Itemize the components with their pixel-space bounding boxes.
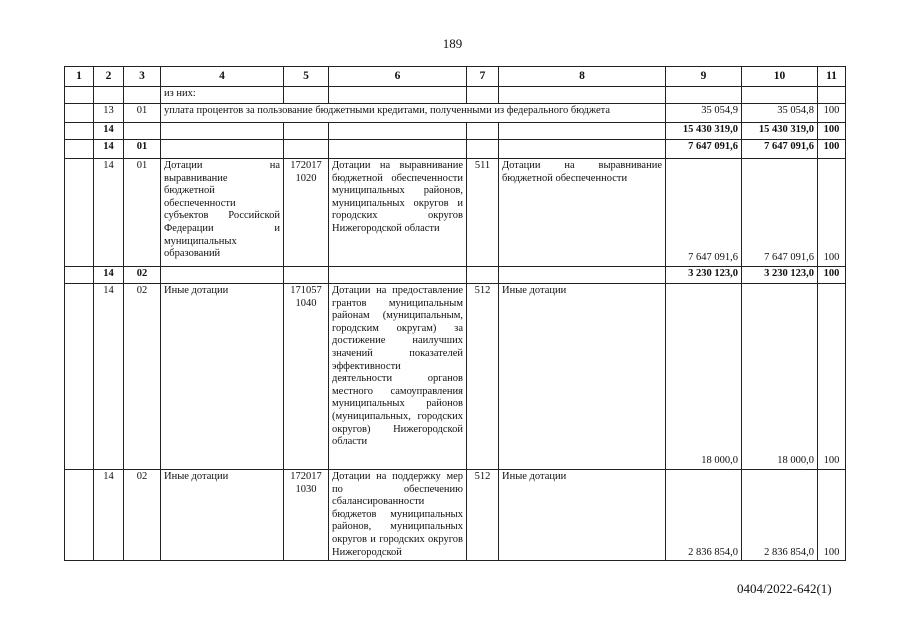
- cell: [467, 140, 499, 159]
- document-code: 0404/2022-642(1): [737, 581, 832, 596]
- cell-code: 512: [467, 284, 499, 470]
- cell: [124, 123, 161, 140]
- cell: [161, 267, 284, 284]
- cell: 14: [94, 159, 124, 267]
- cell: [499, 123, 666, 140]
- cell-code: 512: [467, 470, 499, 561]
- header-cell: 2: [94, 67, 124, 87]
- cell-description: Дотации на выравнивание бюджетной обеспеченности субъектов Российской Федерации и муниципальных образований: [161, 159, 284, 267]
- header-cell: 11: [818, 67, 846, 87]
- table-row: [65, 284, 846, 470]
- table-row: [65, 87, 846, 104]
- cell: [124, 87, 161, 104]
- cell-percent: 100: [818, 140, 846, 159]
- cell-code: 171057 1040: [284, 284, 329, 470]
- cell-amount: 7 647 091,6: [742, 159, 818, 267]
- cell: [329, 267, 467, 284]
- cell-amount: 3 230 123,0: [666, 267, 742, 284]
- table-row: [65, 123, 846, 140]
- cell: [65, 140, 94, 159]
- header-cell: 10: [742, 67, 818, 87]
- cell: [467, 87, 499, 104]
- cell-amount: 2 836 854,0: [666, 470, 742, 561]
- cell: [329, 140, 467, 159]
- header-cell: 7: [467, 67, 499, 87]
- header-cell: 4: [161, 67, 284, 87]
- cell-amount: 7 647 091,6: [666, 159, 742, 267]
- header-cell: 9: [666, 67, 742, 87]
- cell: [65, 123, 94, 140]
- cell: [65, 470, 94, 561]
- cell: [65, 104, 94, 123]
- cell-code: 172017 1030: [284, 470, 329, 561]
- cell: [742, 87, 818, 104]
- cell: [284, 87, 329, 104]
- cell-percent: 100: [818, 284, 846, 470]
- cell: 14: [94, 123, 124, 140]
- cell-amount: 18 000,0: [742, 284, 818, 470]
- table-row: [65, 159, 846, 267]
- cell-amount: 2 836 854,0: [742, 470, 818, 561]
- cell-description: Иные дотации: [161, 284, 284, 470]
- header-cell: 1: [65, 67, 94, 87]
- cell-description: Дотации на поддержку мер по обеспечению сбалансированности бюджетов муниципальных районов, муниципальных округов и городских округов Нижегородской: [329, 470, 467, 561]
- cell: [284, 123, 329, 140]
- header-cell: 3: [124, 67, 161, 87]
- header-cell: 8: [499, 67, 666, 87]
- table-row: [65, 470, 846, 561]
- cell: [499, 87, 666, 104]
- cell-amount: 3 230 123,0: [742, 267, 818, 284]
- cell-percent: 100: [818, 267, 846, 284]
- cell: 14: [94, 470, 124, 561]
- cell: 13: [94, 104, 124, 123]
- cell-amount: 15 430 319,0: [666, 123, 742, 140]
- cell-code: 511: [467, 159, 499, 267]
- cell: [499, 140, 666, 159]
- cell: [65, 159, 94, 267]
- cell-amount: 35 054,8: [742, 104, 818, 123]
- cell-amount: 18 000,0: [666, 284, 742, 470]
- cell: [161, 123, 284, 140]
- cell-amount: 7 647 091,6: [666, 140, 742, 159]
- cell-amount: 7 647 091,6: [742, 140, 818, 159]
- cell: 02: [124, 284, 161, 470]
- cell: [329, 87, 467, 104]
- cell: 14: [94, 267, 124, 284]
- cell: [284, 140, 329, 159]
- cell-description: Иные дотации: [499, 470, 666, 561]
- table-row: [65, 267, 846, 284]
- cell: 14: [94, 284, 124, 470]
- cell: 02: [124, 470, 161, 561]
- cell: [94, 87, 124, 104]
- cell-description: Дотации на выравнивание бюджетной обеспеченности: [499, 159, 666, 267]
- cell: [467, 123, 499, 140]
- cell: [65, 267, 94, 284]
- cell: [284, 267, 329, 284]
- cell-code: 172017 1020: [284, 159, 329, 267]
- cell: 02: [124, 267, 161, 284]
- budget-table: [64, 66, 846, 561]
- cell-description: Дотации на выравнивание бюджетной обеспеченности муниципальных районов, муниципальных округов и городских округов Нижегородской области: [329, 159, 467, 267]
- cell-percent: 100: [818, 104, 846, 123]
- cell: 01: [124, 104, 161, 123]
- cell: [65, 284, 94, 470]
- cell: [161, 140, 284, 159]
- cell: [818, 87, 846, 104]
- cell-percent: 100: [818, 470, 846, 561]
- cell: 01: [124, 140, 161, 159]
- table-row: [65, 104, 846, 123]
- cell: 01: [124, 159, 161, 267]
- cell: [666, 87, 742, 104]
- cell: [65, 87, 94, 104]
- table-row: [65, 140, 846, 159]
- cell-percent: 100: [818, 123, 846, 140]
- cell-amount: 35 054,9: [666, 104, 742, 123]
- cell: из них:: [161, 87, 284, 104]
- cell-description: Дотации на предоставление грантов муниципальным районам (муниципальным, городским округам) за достижение наилучших значений показателей эффективности деятельности органов местного самоуправления муниципальных районов (муниципальных, городских округов) Нижегородской области: [329, 284, 467, 470]
- header-cell: 5: [284, 67, 329, 87]
- cell: [467, 267, 499, 284]
- cell-description: Иные дотации: [161, 470, 284, 561]
- cell-description: уплата процентов за пользование бюджетными кредитами, полученными из федерального бюджета: [161, 104, 666, 123]
- cell: [329, 123, 467, 140]
- page-number: 189: [442, 36, 463, 51]
- cell: [499, 267, 666, 284]
- cell-percent: 100: [818, 159, 846, 267]
- table-header-row: [65, 67, 846, 87]
- cell-description: Иные дотации: [499, 284, 666, 470]
- cell: 14: [94, 140, 124, 159]
- cell-amount: 15 430 319,0: [742, 123, 818, 140]
- header-cell: 6: [329, 67, 467, 87]
